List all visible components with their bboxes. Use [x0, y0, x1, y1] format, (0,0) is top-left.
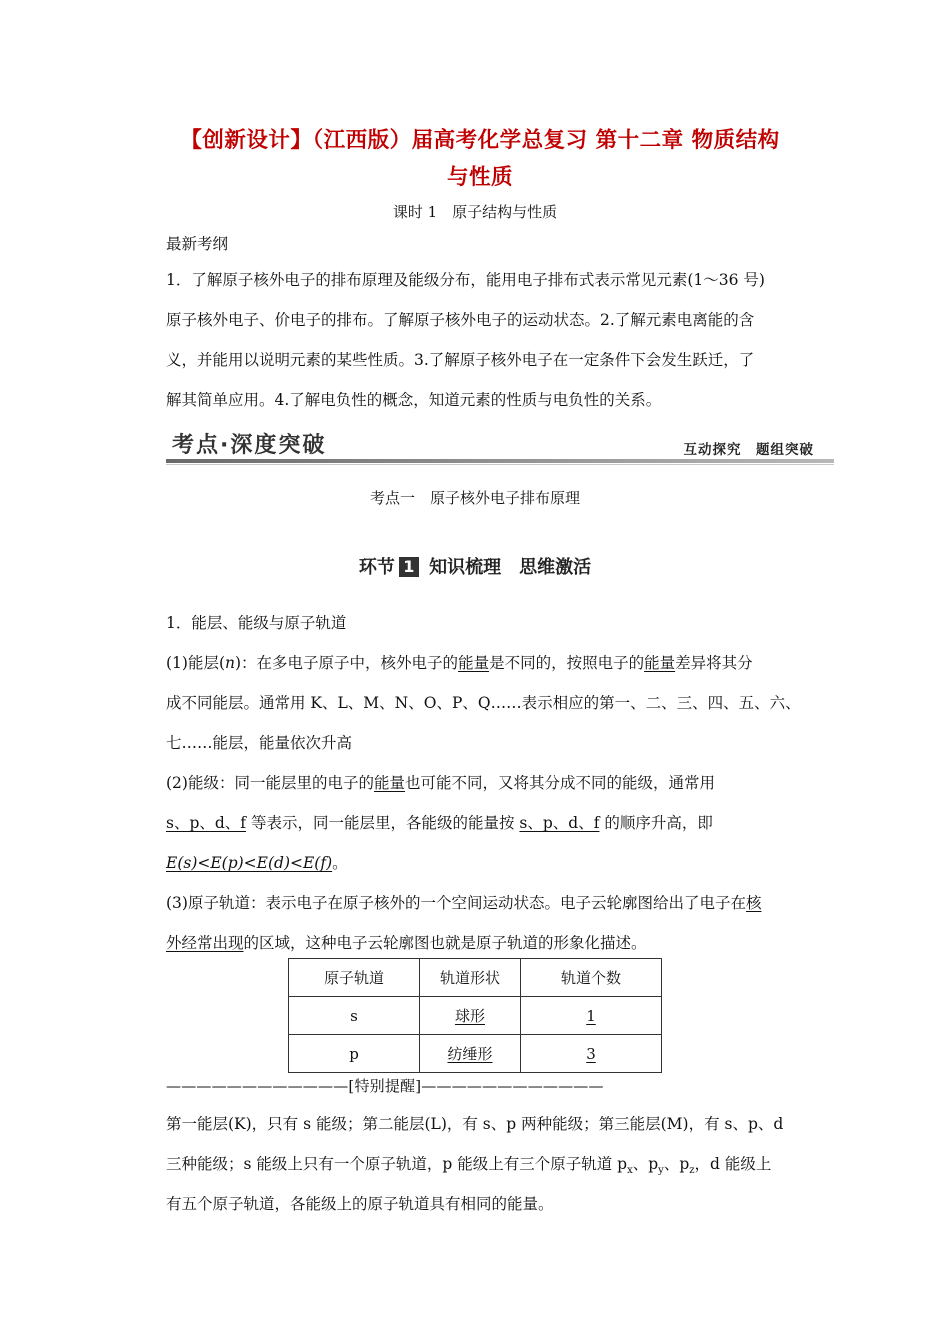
step-heading: [0, 553, 950, 579]
table-cell: s: [289, 997, 420, 1035]
underlined-answer: s、p、d、f: [166, 814, 247, 832]
step-prefix: 环节: [358, 557, 395, 578]
document-title: 【创新设计】（江西版）届高考化学总复习 第十二章 物质结构: [180, 128, 780, 153]
underlined-answer: 能量: [373, 774, 405, 792]
section-banner: [166, 428, 834, 466]
document-title-continued: 与性质: [446, 165, 513, 190]
paragraph-line: s、p、d、f 等表示，同一能层里，各能级的能量按 s、p、d、f 的顺序升高，即: [166, 814, 713, 832]
subheading: 1．能层、能级与原子轨道: [166, 614, 347, 632]
underlined-answer: 核: [745, 894, 762, 912]
table-cell: 纺缍形: [420, 1035, 521, 1073]
note-line: 第一能层(K)，只有 s 能级；第二能层(L)，有 s、p 两种能级；第三能层(M)，有 s、p、d: [166, 1115, 784, 1133]
paragraph-line: (2)能级：同一能层里的电子的能量也可能不同，又将其分成不同的能级，通常用: [166, 774, 715, 792]
topic-heading: 考点一 原子核外电子排布原理: [369, 489, 580, 507]
syllabus-line: 原子核外电子、价电子的排布。了解原子核外电子的运动状态。2.了解元素电离能的含: [166, 311, 755, 329]
paragraph-line: (3)原子轨道：表示电子在原子核外的一个空间运动状态。电子云轮廓图给出了电子在核: [166, 894, 762, 912]
note-line: 有五个原子轨道，各能级上的原子轨道具有相同的能量。: [166, 1195, 554, 1213]
step-title: 知识梳理 思维激活: [429, 557, 592, 578]
banner-divider: [166, 459, 834, 463]
lesson-heading: 课时 1 原子结构与性质: [392, 203, 558, 221]
special-note: [166, 1104, 826, 1224]
table-header: 原子轨道: [289, 959, 420, 997]
underlined-answer: 能量: [458, 654, 490, 672]
syllabus-line: 1．了解原子核外电子的排布原理及能级分布，能用电子排布式表示常见元素(1～36 号): [166, 271, 765, 289]
step-number-badge: 1: [399, 557, 419, 577]
underlined-answer: 外经常出现: [166, 934, 244, 952]
banner-subtitle: 互动探究 题组突破: [683, 442, 814, 458]
paragraph-line: (1)能层(n)：在多电子原子中，核外电子的能量是不同的，按照电子的能量差异将其分: [166, 654, 753, 672]
special-note-divider: ————————————[特别提醒]————————————: [166, 1077, 604, 1095]
orbital-table: [288, 958, 662, 1073]
syllabus-line: 义，并能用以说明元素的某些性质。3.了解原子核外电子在一定条件下会发生跃迁，了: [166, 351, 755, 369]
paragraph-line: 成不同能层。通常用 K、L、M、N、O、P、Q……表示相应的第一、二、三、四、五、六、: [166, 694, 801, 712]
table-cell: p: [289, 1035, 420, 1073]
note-line: 三种能级；s 能级上只有一个原子轨道，p 能级上有三个原子轨道 $p_x$、$p_y$、$p_z$，d 能级上: [166, 1155, 772, 1177]
table-cell: 3: [521, 1035, 662, 1073]
syllabus-block: [166, 228, 826, 420]
paragraph-line: E(s)<E(p)<E(d)<E(f)。: [166, 854, 348, 872]
paragraph-line: 外经常出现的区域，这种电子云轮廓图也就是原子轨道的形象化描述。: [166, 934, 647, 952]
syllabus-line: 解其简单应用。4.了解电负性的概念，知道元素的性质与电负性的关系。: [166, 391, 662, 409]
underlined-answer: 能量: [644, 654, 676, 672]
banner-divider-thin: [166, 464, 834, 465]
table-row: [289, 997, 662, 1035]
table-cell: 球形: [420, 997, 521, 1035]
table-header-row: [289, 959, 662, 997]
underlined-answer: s、p、d、f: [519, 814, 600, 832]
banner-title: 考点·深度突破: [172, 433, 327, 458]
paragraph-line: 七……能层，能量依次升高: [166, 734, 353, 752]
table-cell: 1: [521, 997, 662, 1035]
table-row: [289, 1035, 662, 1073]
table-header: 轨道个数: [521, 959, 662, 997]
body-text: [166, 603, 826, 963]
table-header: 轨道形状: [420, 959, 521, 997]
syllabus-heading: 最新考纲: [166, 235, 229, 253]
underlined-answer: E(s)<E(p)<E(d)<E(f): [166, 854, 333, 872]
